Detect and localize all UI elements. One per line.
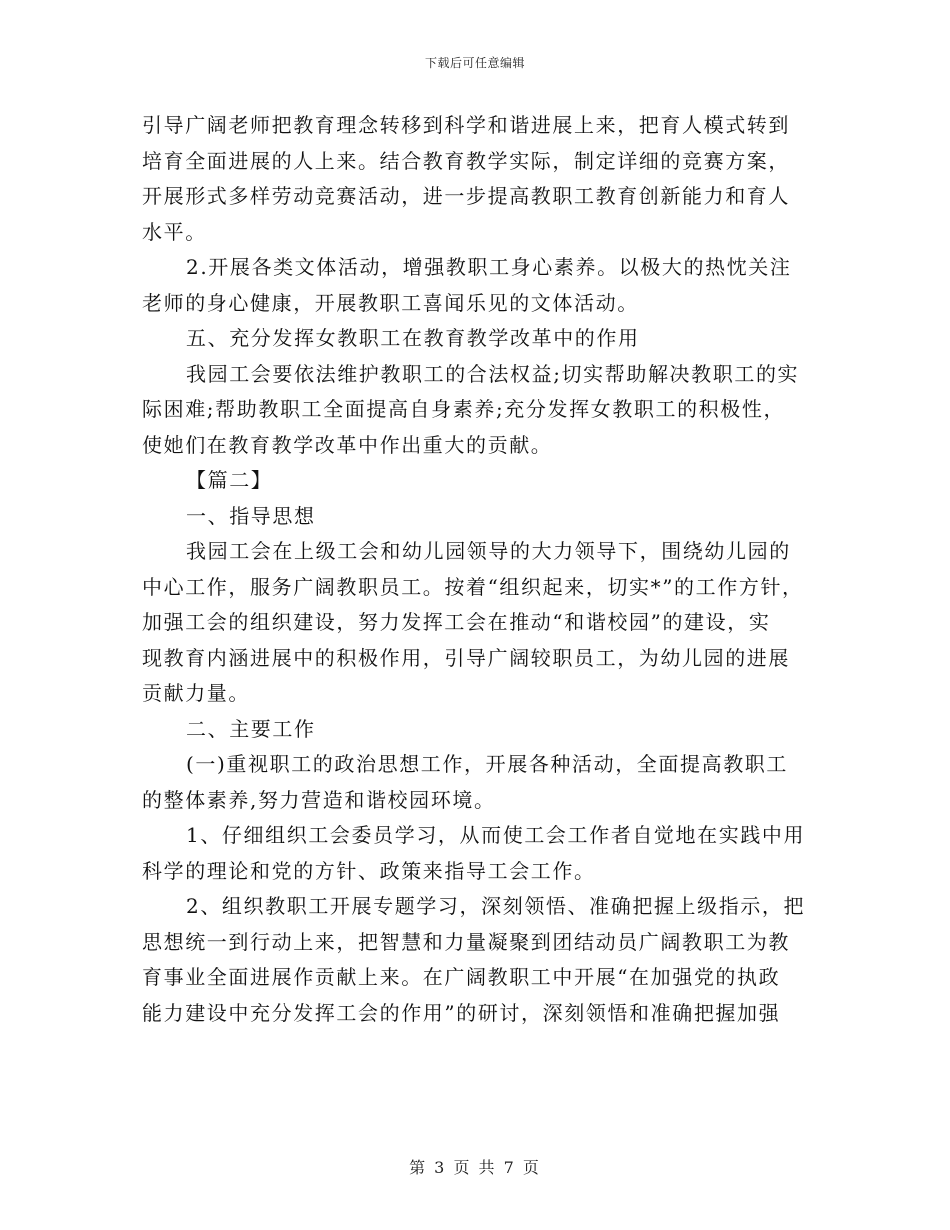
text-line: 科学的理论和党的方针、政策来指导工会工作。	[142, 858, 596, 883]
text-line: 使她们在教育教学改革中作出重大的贡献。	[142, 432, 553, 457]
text-line: 【篇二】	[186, 468, 273, 492]
text-line: 能力建设中充分发挥工会的作用”的研讨，深刻领悟和准确把握加强	[142, 1000, 781, 1025]
text-line: 五、充分发挥女教职工在教育教学改革中的作用	[186, 326, 640, 350]
text-line: 育事业全面进展作贡献上来。在广阔教职工中开展“在加强党的执政	[142, 965, 781, 989]
text-line: 二、主要工作	[186, 716, 316, 741]
text-line: 现教育内涵进展中的积极作用，引导广阔较职员工，为幼儿园的进展	[142, 645, 790, 670]
text-line: 培育全面进展的人上来。结合教育教学实际，制定详细的竞赛方案，	[142, 148, 790, 173]
text-line: 老师的身心健康，开展教职工喜闻乐见的文体活动。	[142, 290, 639, 315]
text-line: 际困难;帮助教职工全面提高自身素养;充分发挥女教职工的积极性，	[142, 397, 786, 421]
page-footer-number: 第 3 页 共 7 页	[409, 1158, 541, 1177]
text-line: 思想统一到行动上来，把智慧和力量凝聚到团结动员广阔教职工为教	[142, 929, 790, 954]
text-line: 1、仔细组织工会委员学习，从而使工会工作者自觉地在实践中用	[186, 823, 806, 847]
text-line: 一、指导思想	[186, 503, 316, 528]
text-line: 我园工会在上级工会和幼儿园领导的大力领导下，围绕幼儿园的	[186, 539, 791, 563]
text-line: (一)重视职工的政治思想工作，开展各种活动，全面提高教职工	[186, 752, 789, 776]
text-line: 我园工会要依法维护教职工的合法权益;切实帮助解决教职工的实	[186, 361, 800, 386]
text-line: 加强工会的组织建设，努力发挥工会在推动“和谐校园”的建设，实	[142, 610, 771, 634]
text-line: 开展形式多样劳动竞赛活动，进一步提高教职工教育创新能力和育人	[142, 184, 790, 208]
text-line: 的整体素养,努力营造和谐校园环境。	[142, 787, 496, 812]
text-line: 中心工作，服务广阔教职员工。按着“组织起来，切实*”的工作方针，	[142, 574, 804, 599]
text-line: 引导广阔老师把教育理念转移到科学和谐进展上来，把育人模式转到	[142, 113, 790, 137]
page-header-note: 下载后可任意编辑	[424, 56, 525, 70]
text-line: 水平。	[142, 219, 207, 244]
text-line: 2、组织教职工开展专题学习，深刻领悟、准确把握上级指示，把	[186, 894, 806, 918]
text-line: 贡献力量。	[142, 681, 250, 705]
document-body	[142, 108, 806, 1031]
text-line: 2.开展各类文体活动，增强教职工身心素养。以极大的热忱关注	[186, 255, 792, 279]
